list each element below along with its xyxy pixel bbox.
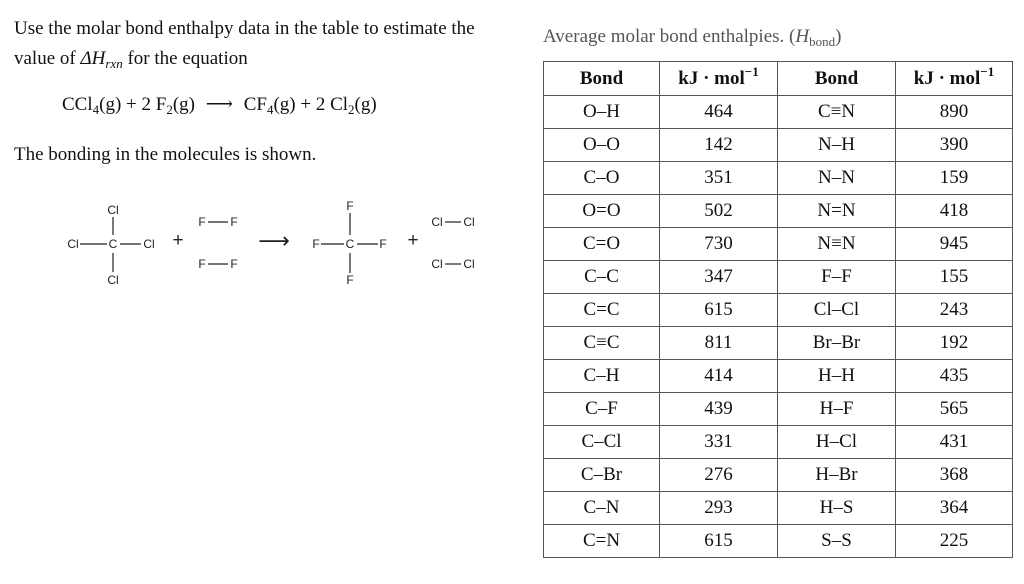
bond-name: C=O	[544, 228, 660, 261]
cf4-f-right: F	[379, 237, 387, 251]
header-unit-2	[896, 62, 1013, 96]
header-unit-1-text: kJ · mol	[678, 67, 745, 89]
bond-name: O–H	[544, 96, 660, 129]
ccl4-carbon: C	[108, 237, 118, 251]
ccl4-cl-bottom: Cl	[107, 273, 119, 287]
eq-ccl4-sub: 4	[92, 102, 100, 117]
eq-ccl4-state: (g) + 2 F	[99, 94, 167, 115]
question-intro: Use the molar bond enthalpy data in the table to estimate the value of	[14, 18, 475, 69]
bond-enthalpy: 331	[660, 426, 778, 459]
table-row	[544, 261, 1013, 294]
table-row	[544, 162, 1013, 195]
table-body	[544, 96, 1013, 558]
bond-name: C–O	[544, 162, 660, 195]
bond-name: C–Br	[544, 459, 660, 492]
bond-name: N=N	[778, 195, 896, 228]
bond-name: O–O	[544, 129, 660, 162]
bond-enthalpy: 192	[896, 327, 1013, 360]
cl2-top-cl2: Cl	[463, 215, 475, 229]
table-row	[544, 96, 1013, 129]
caption-sub: bond	[809, 34, 836, 49]
table-header-row	[544, 62, 1013, 96]
bond-name: H–S	[778, 492, 896, 525]
bond-enthalpy: 811	[660, 327, 778, 360]
table-row	[544, 492, 1013, 525]
delta-h-symbol: ΔH	[80, 48, 106, 69]
f2-top-f2: F	[230, 215, 238, 229]
bond-name: H–F	[778, 393, 896, 426]
cf4-f-top: F	[346, 199, 354, 213]
table-row	[544, 393, 1013, 426]
bond-name: N–H	[778, 129, 896, 162]
bond-enthalpy: 368	[896, 459, 1013, 492]
bond-name: H–Br	[778, 459, 896, 492]
bond-enthalpy: 615	[660, 294, 778, 327]
table-row	[544, 228, 1013, 261]
bond-enthalpy: 390	[896, 129, 1013, 162]
eq-cf4-sub: 4	[266, 102, 274, 117]
ccl4-cl-top: Cl	[107, 203, 119, 217]
eq-f2-state: (g)	[172, 94, 195, 115]
bond-enthalpy: 155	[896, 261, 1013, 294]
ccl4-cl-left: Cl	[67, 237, 79, 251]
diagram-plus-1: +	[172, 230, 184, 251]
bond-enthalpy-table	[543, 61, 1013, 558]
bond-enthalpy: 225	[896, 525, 1013, 558]
bond-enthalpy: 502	[660, 195, 778, 228]
diagram-arrow: ⟶	[258, 228, 290, 253]
bond-enthalpy: 431	[896, 426, 1013, 459]
cf4-structure	[312, 199, 386, 287]
bond-enthalpy: 293	[660, 492, 778, 525]
question-text	[14, 14, 514, 74]
header-unit-1	[660, 62, 778, 96]
header-bond-2: Bond	[778, 62, 896, 96]
bond-name: C–F	[544, 393, 660, 426]
bond-name: C–C	[544, 261, 660, 294]
header-bond-1: Bond	[544, 62, 660, 96]
question-intro-end: for the equation	[127, 48, 248, 69]
f2-structures	[198, 215, 237, 271]
bond-name: Cl–Cl	[778, 294, 896, 327]
cl2-bottom-cl1: Cl	[431, 257, 443, 271]
table-row	[544, 360, 1013, 393]
bond-enthalpy: 364	[896, 492, 1013, 525]
reaction-equation	[62, 93, 377, 116]
bond-name: C≡N	[778, 96, 896, 129]
eq-cf4-state: (g) + 2 Cl	[273, 94, 349, 115]
bond-enthalpy: 276	[660, 459, 778, 492]
cl2-bottom-cl2: Cl	[463, 257, 475, 271]
eq-arrow: ⟶	[205, 94, 233, 115]
bond-name: H–H	[778, 360, 896, 393]
bond-name: N≡N	[778, 228, 896, 261]
table-row	[544, 195, 1013, 228]
header-unit-1-sup: −1	[744, 63, 759, 79]
cl2-structures	[431, 215, 474, 271]
f2-top-f1: F	[198, 215, 206, 229]
bond-enthalpy: 945	[896, 228, 1013, 261]
ccl4-structure	[67, 203, 154, 287]
bond-enthalpy: 142	[660, 129, 778, 162]
delta-h-subscript: rxn	[105, 56, 123, 71]
bond-enthalpy: 243	[896, 294, 1013, 327]
eq-cl2-state: (g)	[354, 94, 377, 115]
cf4-f-bottom: F	[346, 273, 354, 287]
header-unit-2-sup: −1	[980, 63, 995, 79]
bond-name: C=C	[544, 294, 660, 327]
caption-end: )	[835, 26, 842, 47]
bond-enthalpy: 351	[660, 162, 778, 195]
bond-name: O=O	[544, 195, 660, 228]
diagram-plus-2: +	[407, 230, 419, 251]
table-row	[544, 327, 1013, 360]
bond-name: C≡C	[544, 327, 660, 360]
bonding-text: The bonding in the molecules is shown.	[14, 144, 317, 165]
caption-h: H	[795, 26, 810, 47]
bond-name: C–H	[544, 360, 660, 393]
table-row	[544, 426, 1013, 459]
eq-ccl4: CCl	[62, 94, 93, 115]
bond-name: H–Cl	[778, 426, 896, 459]
f2-bottom-f1: F	[198, 257, 206, 271]
table-row	[544, 459, 1013, 492]
bond-enthalpy: 615	[660, 525, 778, 558]
bond-enthalpy: 730	[660, 228, 778, 261]
bond-name: C=N	[544, 525, 660, 558]
bond-name: Br–Br	[778, 327, 896, 360]
bonding-diagram	[56, 196, 496, 296]
bond-enthalpy: 347	[660, 261, 778, 294]
bond-enthalpy: 439	[660, 393, 778, 426]
bond-name: C–Cl	[544, 426, 660, 459]
bond-enthalpy: 159	[896, 162, 1013, 195]
bond-enthalpy: 565	[896, 393, 1013, 426]
cf4-carbon: C	[345, 237, 355, 251]
bond-name: C–N	[544, 492, 660, 525]
bond-name: N–N	[778, 162, 896, 195]
table-row	[544, 525, 1013, 558]
cl2-top-cl1: Cl	[431, 215, 443, 229]
table-row	[544, 129, 1013, 162]
table-row	[544, 294, 1013, 327]
eq-f2-sub: 2	[166, 102, 173, 117]
bond-enthalpy: 435	[896, 360, 1013, 393]
ccl4-cl-right: Cl	[143, 237, 155, 251]
eq-cf4: CF	[243, 94, 267, 115]
bond-enthalpy: 890	[896, 96, 1013, 129]
header-unit-2-text: kJ · mol	[913, 67, 981, 89]
eq-cl2-sub: 2	[348, 102, 355, 117]
cf4-f-left: F	[312, 237, 320, 251]
bond-name: F–F	[778, 261, 896, 294]
bond-enthalpy: 464	[660, 96, 778, 129]
table-caption	[543, 26, 841, 48]
f2-bottom-f2: F	[230, 257, 238, 271]
bond-enthalpy: 414	[660, 360, 778, 393]
bond-enthalpy: 418	[896, 195, 1013, 228]
bond-name: S–S	[778, 525, 896, 558]
caption-text: Average molar bond enthalpies. (	[543, 26, 796, 47]
